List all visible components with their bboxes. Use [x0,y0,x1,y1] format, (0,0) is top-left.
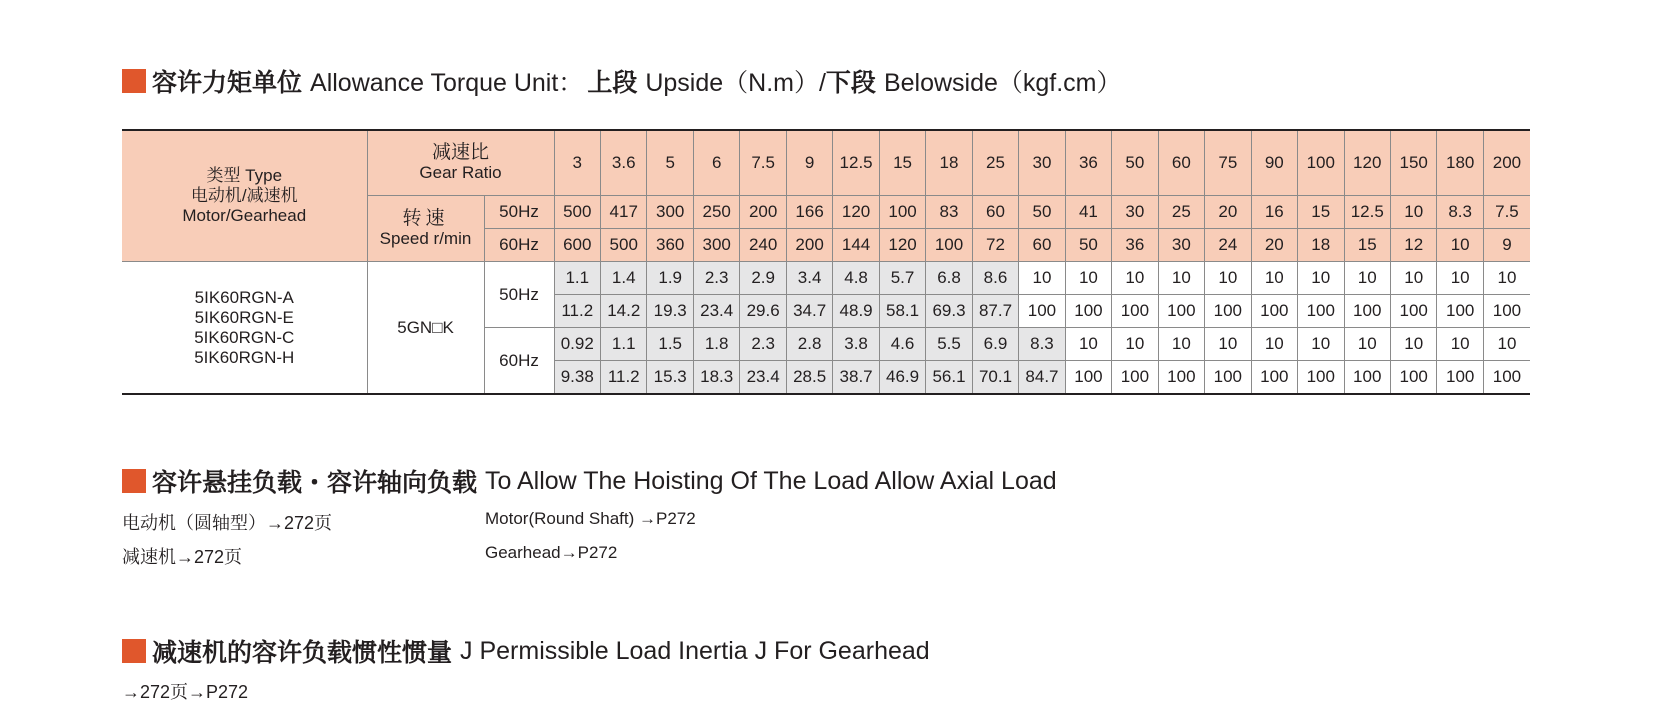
torque-cell: 100 [1158,361,1204,395]
torque-cell: 10 [1205,328,1251,361]
torque-cell: 2.3 [693,262,739,295]
torque-cell: 100 [1390,295,1436,328]
heading-en: J Permissible Load Inertia J For Gearhead [460,636,930,665]
torque-cell: 10 [1390,328,1436,361]
torque-cell: 23.4 [693,295,739,328]
ratio-cell: 3.6 [601,130,647,196]
speed-60-cell: 100 [926,229,972,262]
heading-cn: 容许力矩单位 [152,69,303,97]
torque-cell: 4.6 [879,328,925,361]
speed-60-cell: 20 [1251,229,1297,262]
model-list [122,262,367,395]
speed-60-cell: 24 [1205,229,1251,262]
model-name: 5IK60RGN-A [194,287,294,307]
belowside-cn: 下段 [825,69,876,97]
torque-cell: 100 [1298,295,1344,328]
speed-50-cell: 16 [1251,196,1297,229]
torque-cell: 100 [1344,361,1390,395]
torque-cell: 10 [1065,328,1111,361]
speed-60-cell: 36 [1112,229,1158,262]
torque-cell: 58.1 [879,295,925,328]
speed-60-cell: 9 [1483,229,1530,262]
torque-cell: 10 [1112,328,1158,361]
ratio-cell: 3 [554,130,600,196]
torque-cell: 10 [1390,262,1436,295]
torque-cell: 10 [1065,262,1111,295]
torque-60hz-label: 60Hz [484,328,554,395]
torque-cell: 38.7 [833,361,879,395]
torque-cell: 2.9 [740,262,786,295]
section-marker-icon [122,469,146,493]
speed-50-cell: 25 [1158,196,1204,229]
torque-cell: 100 [1158,295,1204,328]
section-marker-icon [122,69,146,93]
ratio-cell: 6 [693,130,739,196]
torque-cell: 6.8 [926,262,972,295]
model-name: 5IK60RGN-E [194,307,294,327]
ratio-cell: 30 [1019,130,1065,196]
ratio-cell: 180 [1437,130,1483,196]
ratio-cell: 150 [1390,130,1436,196]
torque-cell: 10 [1158,328,1204,361]
speed-header [367,196,484,262]
ratio-cell: 200 [1483,130,1530,196]
ratio-cell: 18 [926,130,972,196]
torque-cell: 11.2 [601,361,647,395]
ratio-cell: 50 [1112,130,1158,196]
torque-cell: 100 [1112,361,1158,395]
speed-50-cell: 100 [879,196,925,229]
torque-cell: 100 [1344,295,1390,328]
torque-cell: 100 [1251,361,1297,395]
torque-cell: 3.8 [833,328,879,361]
torque-cell: 18.3 [693,361,739,395]
torque-cell: 1.8 [693,328,739,361]
speed-60-cell: 144 [833,229,879,262]
torque-cell: 10 [1251,262,1297,295]
torque-cell: 11.2 [554,295,600,328]
torque-cell: 10 [1112,262,1158,295]
ratio-cell: 12.5 [833,130,879,196]
speed-en: Speed r/min [379,228,472,248]
ratio-cell: 90 [1251,130,1297,196]
type-header [122,130,367,262]
belowside-en: Belowside（kgf.cm） [883,69,1122,97]
ratio-cell: 120 [1344,130,1390,196]
upside-en: Upside（N.m）/ [645,69,826,97]
speed-60-cell: 72 [972,229,1018,262]
torque-cell: 100 [1019,295,1065,328]
speed-50-cell: 10 [1390,196,1436,229]
torque-cell: 48.9 [833,295,879,328]
torque-cell: 6.9 [972,328,1018,361]
speed-50-cell: 500 [554,196,600,229]
speed-50-cell: 7.5 [1483,196,1530,229]
torque-cell: 3.4 [786,262,832,295]
torque-cell: 100 [1065,295,1111,328]
speed-50-cell: 50 [1019,196,1065,229]
speed-50-cell: 83 [926,196,972,229]
model-name: 5IK60RGN-C [194,327,295,347]
torque-cell: 4.8 [833,262,879,295]
torque-cell: 70.1 [972,361,1018,395]
speed-60-cell: 300 [693,229,739,262]
torque-cell: 100 [1205,361,1251,395]
torque-cell: 10 [1483,262,1530,295]
load-section-heading [122,463,1057,499]
heading-cn: 容许悬挂负载・容许轴向负载 [152,469,478,497]
speed-60-cell: 10 [1437,229,1483,262]
torque-cell: 34.7 [786,295,832,328]
heading-en: To Allow The Hoisting Of The Load Allow Axial Load [485,466,1057,495]
motor-reference-cn: 电动机（圆轴型）→272页 [122,513,333,533]
torque-cell: 1.5 [647,328,693,361]
gear-ratio-cn: 减速比 [432,142,490,163]
inertia-section-heading [122,633,930,669]
torque-cell: 69.3 [926,295,972,328]
torque-cell: 10 [1437,328,1483,361]
gear-ratio-en: Gear Ratio [419,163,502,182]
torque-cell: 87.7 [972,295,1018,328]
torque-cell: 100 [1065,361,1111,395]
torque-cell: 19.3 [647,295,693,328]
torque-cell: 28.5 [786,361,832,395]
ratio-cell: 7.5 [740,130,786,196]
ratio-cell: 36 [1065,130,1111,196]
speed-60-cell: 60 [1019,229,1065,262]
speed-50-cell: 200 [740,196,786,229]
upside-cn: 上段 [587,69,638,97]
gearhead-reference-cn: 减速机→272页 [122,547,243,567]
torque-cell: 100 [1483,295,1530,328]
speed-50-cell: 166 [786,196,832,229]
speed-60-cell: 30 [1158,229,1204,262]
speed-50-cell: 300 [647,196,693,229]
torque-cell: 84.7 [1019,361,1065,395]
speed-50-cell: 250 [693,196,739,229]
torque-cell: 23.4 [740,361,786,395]
torque-cell: 10 [1158,262,1204,295]
speed-50-cell: 20 [1205,196,1251,229]
torque-cell: 14.2 [601,295,647,328]
torque-cell: 1.1 [601,328,647,361]
ratio-cell: 75 [1205,130,1251,196]
torque-cell: 10 [1019,262,1065,295]
speed-60-cell: 18 [1298,229,1344,262]
heading-en: Allowance Torque Unit： [310,69,584,97]
torque-cell: 10 [1344,262,1390,295]
speed-60-cell: 360 [647,229,693,262]
gearhead-model: 5GN□K [367,262,484,395]
speed-60-cell: 240 [740,229,786,262]
speed-60-cell: 12 [1390,229,1436,262]
speed-50-cell: 8.3 [1437,196,1483,229]
speed-60-cell: 200 [786,229,832,262]
torque-cell: 100 [1390,361,1436,395]
torque-cell: 100 [1437,361,1483,395]
torque-cell: 10 [1483,328,1530,361]
torque-50hz-label: 50Hz [484,262,554,328]
torque-cell: 1.4 [601,262,647,295]
torque-cell: 5.7 [879,262,925,295]
type-label-en: Motor/Gearhead [182,206,307,225]
speed-50-cell: 41 [1065,196,1111,229]
torque-cell: 10 [1298,328,1344,361]
speed-cn: 转速 [402,207,449,229]
speed-50-cell: 15 [1298,196,1344,229]
ratio-cell: 100 [1298,130,1344,196]
torque-cell: 29.6 [740,295,786,328]
torque-cell: 46.9 [879,361,925,395]
torque-cell: 100 [1437,295,1483,328]
torque-cell: 5.5 [926,328,972,361]
speed-60hz-label: 60Hz [484,229,554,262]
speed-60-cell: 120 [879,229,925,262]
torque-cell: 10 [1205,262,1251,295]
speed-60-cell: 500 [601,229,647,262]
ratio-cell: 60 [1158,130,1204,196]
torque-cell: 2.8 [786,328,832,361]
torque-cell: 100 [1205,295,1251,328]
torque-cell: 100 [1483,361,1530,395]
speed-60-cell: 15 [1344,229,1390,262]
gearhead-reference-en: Gearhead→P272 [485,543,618,562]
inertia-reference: →272页→P272 [122,682,249,702]
ratio-cell: 9 [786,130,832,196]
ratio-cell: 15 [879,130,925,196]
section-marker-icon [122,639,146,663]
speed-50hz-label: 50Hz [484,196,554,229]
torque-cell: 9.38 [554,361,600,395]
torque-cell: 1.9 [647,262,693,295]
allowance-torque-table [122,129,1530,395]
torque-cell: 0.92 [554,328,600,361]
torque-cell: 8.3 [1019,328,1065,361]
speed-50-cell: 120 [833,196,879,229]
type-label: 类型 Type [206,166,283,185]
speed-50-cell: 417 [601,196,647,229]
speed-60-cell: 50 [1065,229,1111,262]
speed-50-cell: 60 [972,196,1018,229]
torque-cell: 8.6 [972,262,1018,295]
model-name: 5IK60RGN-H [194,347,295,367]
torque-cell: 10 [1251,328,1297,361]
torque-cell: 100 [1112,295,1158,328]
ratio-cell: 25 [972,130,1018,196]
torque-cell: 56.1 [926,361,972,395]
torque-cell: 2.3 [740,328,786,361]
torque-cell: 10 [1298,262,1344,295]
torque-cell: 10 [1344,328,1390,361]
heading-cn: 减速机的容许负载惯性惯量 [152,639,453,667]
speed-50-cell: 12.5 [1344,196,1390,229]
torque-cell: 1.1 [554,262,600,295]
torque-cell: 15.3 [647,361,693,395]
torque-cell: 10 [1437,262,1483,295]
speed-50-cell: 30 [1112,196,1158,229]
gear-ratio-header [367,130,554,196]
torque-section-heading [122,63,1122,99]
motor-reference-en: Motor(Round Shaft) →P272 [485,509,696,528]
type-label-cn: 电动机/减速机 [190,186,298,205]
torque-cell: 100 [1298,361,1344,395]
torque-cell: 100 [1251,295,1297,328]
ratio-cell: 5 [647,130,693,196]
speed-60-cell: 600 [554,229,600,262]
